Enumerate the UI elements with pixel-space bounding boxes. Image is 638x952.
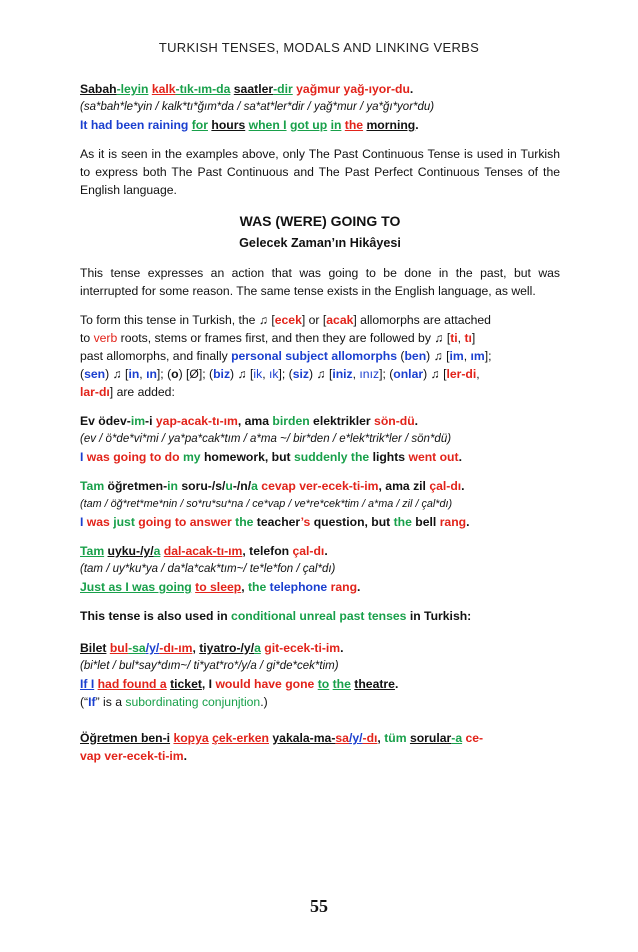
segment: sön-dü: [374, 414, 415, 428]
segment: .: [409, 82, 414, 96]
segment: ” is a: [95, 695, 126, 709]
segment: ticket: [170, 677, 202, 691]
segment: telephone: [269, 580, 328, 594]
example-2-english: [80, 448, 560, 466]
segment: .: [394, 677, 399, 691]
segment: yap-acak-tı-ım: [155, 414, 238, 428]
segment: im: [130, 414, 146, 428]
segment: This tense is also used in: [80, 609, 232, 623]
running-header: TURKISH TENSES, MODALS AND LINKING VERBS: [158, 40, 480, 55]
allomorph: ınız: [359, 367, 380, 381]
segment: -leyin: [116, 82, 149, 96]
example-4-pronunciation: (tam / uy*ku*ya / da*la*cak*tım~/ te*le*fon / çal*dı): [80, 563, 336, 575]
allomorph: ik: [253, 367, 263, 381]
allomorph: in: [128, 367, 140, 381]
segment: vap ver-ecek-ti-im: [80, 749, 184, 763]
segment: ’s: [300, 515, 311, 529]
segment: ,: [463, 349, 471, 363]
segment: tüm: [384, 731, 407, 745]
segment: ,: [139, 367, 147, 381]
segment: in: [167, 479, 178, 493]
example-5-pronunciation: (bi*let / bul*say*dım~/ ti*yat*ro*/y/a / gi*de*cek*tim): [80, 660, 339, 672]
segment: I: [80, 515, 87, 529]
segment: /y/: [145, 641, 160, 655]
segment: -a: [451, 731, 463, 745]
segment: would have gone: [215, 677, 315, 691]
segment: was: [86, 515, 110, 529]
example-3-pronunciation: (tam / öğ*ret*me*nin / so*ru*su*na / ce*vap / ve*re*cek*tim / a*ma / zil / çal*dı): [80, 498, 453, 510]
allomorph: tı: [464, 331, 472, 345]
segment: ] are added:: [109, 385, 175, 399]
segment: Just as I was going: [80, 580, 192, 594]
segment: Ev ödev-: [80, 414, 131, 428]
segment: the: [350, 450, 370, 464]
segment: teacher: [253, 515, 301, 529]
example-6-turkish-line-1: [80, 729, 560, 747]
segment: .: [357, 580, 361, 594]
segment: rang: [439, 515, 467, 529]
example-2-pronunciation: (ev / ö*de*vi*mi / ya*pa*cak*tım / a*ma ~/ bir*den / e*lek*trik*ler / sön*dü): [80, 433, 452, 445]
segment: (: [397, 349, 405, 363]
segment: dal-acak-tı-ım: [163, 544, 243, 558]
segment: It had been raining: [80, 118, 192, 132]
segment: (: [80, 367, 85, 381]
segment: ,: [241, 580, 248, 594]
paragraph-formation: [80, 311, 560, 401]
segment: to: [80, 331, 94, 345]
allomorph: ık: [269, 367, 279, 381]
conditional-note: [80, 607, 560, 625]
segment: , ama: [237, 414, 273, 428]
segment: ) ♫ [: [105, 367, 129, 381]
segment: ce-: [465, 731, 484, 745]
segment: -/y/: [236, 641, 255, 655]
allomorph: ım: [470, 349, 485, 363]
segment: went out: [408, 450, 459, 464]
segment: ]; (: [156, 367, 172, 381]
segment: a: [153, 544, 161, 558]
allomorph: ecek: [274, 313, 302, 327]
example-3: [80, 477, 560, 531]
segment: ,: [377, 731, 385, 745]
pronoun: onlar: [393, 367, 424, 381]
formation-line-3: [80, 347, 560, 365]
segment: çal-dı: [429, 479, 462, 493]
paragraph-definition: This tense expresses an action that was going to be done in the past, but was interrupted for some reason. The same tense exists in the English language, as well.: [80, 266, 560, 298]
allomorph: ler-di: [446, 367, 477, 381]
segment: çal-dı: [292, 544, 325, 558]
segment: elektrikler: [309, 414, 375, 428]
segment: ) ♫ [: [426, 349, 450, 363]
segment: .: [340, 641, 344, 655]
segment: homework, but: [200, 450, 295, 464]
pronoun: siz: [292, 367, 309, 381]
segment: suddenly: [294, 450, 348, 464]
formation-line-2: [80, 329, 560, 347]
example-4-turkish: [80, 542, 560, 560]
segment: uyku-: [107, 544, 141, 558]
segment: ] or [: [301, 313, 327, 327]
segment: -i: [145, 414, 156, 428]
example-5-turkish: [80, 639, 560, 657]
segment: birden: [272, 414, 310, 428]
segment: Bilet: [80, 641, 107, 655]
segment: If: [88, 695, 96, 709]
segment: past allomorphs, and finally: [80, 349, 232, 363]
segment: to answer: [174, 515, 232, 529]
segment: in Turkish:: [406, 609, 472, 623]
segment: ler: [258, 82, 274, 96]
segment: ) ♫ [: [230, 367, 254, 381]
segment: u: [225, 479, 233, 493]
segment: conditional unreal past tenses: [231, 609, 407, 623]
example-2-turkish: [80, 412, 560, 430]
segment: , I: [201, 677, 216, 691]
example-1-turkish: [80, 80, 560, 98]
segment: ]: [471, 331, 476, 345]
segment: sorular: [409, 731, 452, 745]
segment: in: [330, 118, 342, 132]
segment: morning: [366, 118, 416, 132]
segment: just: [113, 515, 135, 529]
section-title: WAS (WERE) GOING TO: [239, 213, 401, 229]
pronoun: o: [171, 367, 179, 381]
segment: my: [182, 450, 201, 464]
segment: tiyatro: [199, 641, 237, 655]
segment: kalk: [151, 82, 176, 96]
formation-line-5: [80, 383, 560, 401]
segment: cevap ver-ecek-ti-im: [257, 479, 379, 493]
example-5-english: [80, 675, 560, 693]
segment: bell: [411, 515, 440, 529]
segment: ]; (: [379, 367, 394, 381]
example-5: [80, 639, 560, 711]
segment: I: [80, 450, 87, 464]
segment: roots, stems or frames first, and then they are followed by ♫ [: [117, 331, 451, 345]
example-6: [80, 729, 560, 765]
segment: .: [324, 544, 328, 558]
segment: -dir: [273, 82, 293, 96]
segment: Tam: [80, 479, 105, 493]
segment: bul: [109, 641, 129, 655]
segment: verb: [93, 331, 118, 345]
segment: for: [191, 118, 208, 132]
segment: the: [247, 580, 267, 594]
segment: /s/: [211, 479, 226, 493]
segment: Sabah: [80, 82, 117, 96]
section-subtitle: Gelecek Zaman’ın Hikâyesi: [239, 236, 401, 250]
segment: -dı: [362, 731, 378, 745]
example-3-turkish: [80, 477, 560, 495]
page-number: 55: [310, 896, 328, 916]
segment: ) ♫ [: [308, 367, 333, 381]
segment: hours: [211, 118, 246, 132]
segment: subordinating conjunjtion: [125, 695, 261, 709]
segment: ,: [457, 331, 465, 345]
example-5-note: [80, 693, 560, 711]
segment: -tık-ım-da: [175, 82, 231, 96]
segment: If I: [80, 677, 95, 691]
segment: question, but: [310, 515, 394, 529]
segment: .: [183, 749, 188, 763]
allomorph: acak: [326, 313, 354, 327]
segment: the: [393, 515, 412, 529]
segment: /y/: [140, 544, 154, 558]
segment: .: [458, 450, 462, 464]
segment: a: [251, 479, 258, 493]
segment: -dı-ım: [159, 641, 193, 655]
segment: going: [138, 515, 172, 529]
allomorph: im: [449, 349, 464, 363]
segment: was going: [86, 450, 147, 464]
example-3-english: [80, 513, 560, 531]
segment: got up: [289, 118, 328, 132]
segment: /y/: [348, 731, 363, 745]
segment: soru-: [177, 479, 212, 493]
segment: ]; (: [278, 367, 293, 381]
example-1: [80, 80, 560, 134]
segment: the: [235, 515, 254, 529]
segment: when I: [248, 118, 287, 132]
segment: theatre: [354, 677, 395, 691]
segment: ,: [262, 367, 269, 381]
segment: had found a: [97, 677, 167, 691]
example-4: [80, 542, 560, 596]
segment: (“: [80, 695, 89, 709]
segment: .: [461, 479, 465, 493]
segment: lights: [369, 450, 409, 464]
paragraph-explanation: As it is seen in the examples above, only The Past Continuous Tense is used in Turkish to express both The Past Continuous and The Past Perfect Continuous Tenses of the English language.: [80, 147, 560, 197]
segment: Öğretmen ben-i: [80, 731, 171, 745]
segment: saat: [233, 82, 259, 96]
segment: Tam: [80, 544, 105, 558]
segment: çek-erken: [212, 731, 269, 745]
segment: ,: [352, 367, 360, 381]
allomorph: iniz: [332, 367, 353, 381]
example-1-pronunciation: (sa*bah*le*yin / kalk*tı*ğım*da / sa*at*ler*dir / yağ*mur / ya*ğı*yor*du): [80, 101, 435, 113]
segment: .: [466, 515, 470, 529]
pronoun: biz: [213, 367, 231, 381]
segment: ) [Ø]; (: [178, 367, 214, 381]
example-1-english: [80, 116, 560, 134]
segment: ) ♫ [: [423, 367, 447, 381]
segment: .: [415, 118, 419, 132]
segment: to: [317, 677, 330, 691]
pronoun: ben: [404, 349, 427, 363]
segment: , ama zil: [378, 479, 430, 493]
segment: -sa: [128, 641, 146, 655]
example-6-turkish-line-2: [80, 747, 560, 765]
segment: öğretmen-: [104, 479, 168, 493]
segment: ,: [476, 367, 480, 381]
segment: the: [332, 677, 351, 691]
segment: to do: [149, 450, 180, 464]
formation-line-1: [80, 311, 560, 329]
pronoun: sen: [84, 367, 106, 381]
segment: ] allomorphs are attached: [353, 313, 491, 327]
allomorph: ti: [450, 331, 458, 345]
segment: , telefon: [242, 544, 293, 558]
segment: the: [344, 118, 364, 132]
example-4-english: [80, 578, 560, 596]
segment: ];: [484, 349, 492, 363]
allomorph: ın: [146, 367, 157, 381]
segment: .: [414, 414, 419, 428]
formation-line-4: [80, 365, 560, 383]
segment: kopya: [173, 731, 209, 745]
segment: To form this tense in Turkish, the ♫ [: [80, 313, 275, 327]
segment: rang: [330, 580, 358, 594]
segment: to sleep: [195, 580, 242, 594]
segment: yakala-ma-: [272, 731, 336, 745]
segment: git-ecek-ti-im: [264, 641, 341, 655]
segment: sa: [335, 731, 349, 745]
segment: ,: [192, 641, 200, 655]
segment: yağmur yağ-ıyor-du: [296, 82, 410, 96]
segment: .): [260, 695, 268, 709]
allomorph: lar-dı: [80, 385, 110, 399]
page-body: [80, 80, 560, 776]
segment: personal subject allomorphs: [231, 349, 398, 363]
segment: a: [254, 641, 261, 655]
segment: -/n/: [232, 479, 252, 493]
example-2: [80, 412, 560, 466]
